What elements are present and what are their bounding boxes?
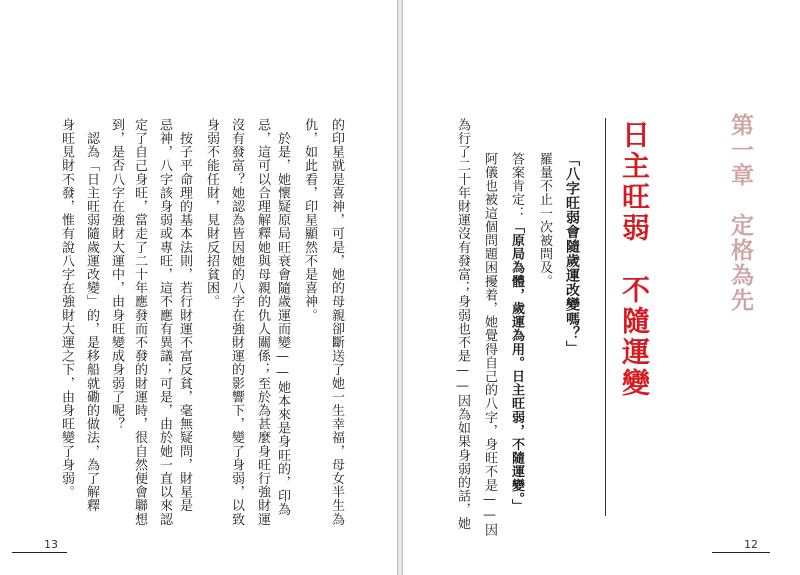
- answer-emphasis: 「原局為體，歲運為用。日主旺弱，不隨運變。」: [509, 220, 524, 513]
- text-column: 認為「日主旺弱隨歲運改變」的，是移船就磡的做法，為了解釋: [84, 118, 99, 513]
- text-column: 身旺見財不發，惟有說八字在強財大運之下，由身旺變了身弱。: [59, 118, 74, 499]
- text-column: 定了自己身旺，當走了二十年應發而不發的財運時，很自然便會聯想: [132, 118, 147, 526]
- text-run: 答案肯定：: [509, 152, 524, 220]
- text-column: 羅量不止一次被問及。: [537, 152, 552, 288]
- question-quote: 「八字旺弱會隨歲運改變嗎？」: [564, 152, 580, 355]
- text-column: 身弱不能任財，見財反招貧困。: [204, 118, 219, 309]
- page-number-right: 12: [744, 538, 758, 551]
- text-column: 沒有發富？她認為皆因她的八字在強財運的影響下，變了身弱，以致: [229, 118, 244, 526]
- section-title: 日主旺弱 不隨運變: [618, 120, 651, 399]
- text-column: 到，是否八字在強財大運中，由身旺變成身弱了呢？: [109, 118, 124, 431]
- text-column: 阿儀也被這個問題困擾着，她覺得自己的八字，身旺不是——因: [482, 152, 497, 537]
- text-column: 忌，這可以合理解釋她與母親的仇人關係；至於為甚麼身旺行強財運: [255, 118, 270, 526]
- text-column: 忌神，八字該身弱或專旺，這不應有異議；可是，由於她一直以來認: [157, 118, 172, 526]
- footer-rule-right: [712, 552, 770, 553]
- page-number-left: 13: [44, 538, 58, 551]
- chapter-heading: 第一章 定格為先: [727, 113, 753, 313]
- text-column: 仇，如此看，印星顯然不是喜神。: [302, 118, 317, 322]
- title-divider: [605, 118, 606, 516]
- text-column: 的印星就是喜神，可是，她的母親卻斷送了她一生幸福，母女半生為: [329, 118, 344, 526]
- text-column: [510, 152, 523, 522]
- footer-rule-left: [12, 552, 67, 553]
- text-column: 為行了二十年財運沒有發富；身弱也不是——因為如果身弱的話，她: [455, 118, 470, 530]
- text-column: 於是，她懷疑原局旺衰會隨歲運而變——她本來是身旺的，印為: [275, 118, 290, 517]
- text-column: 按子平命理的基本法則，若行財運不富反貧，毫無疑問，財星是: [177, 118, 192, 513]
